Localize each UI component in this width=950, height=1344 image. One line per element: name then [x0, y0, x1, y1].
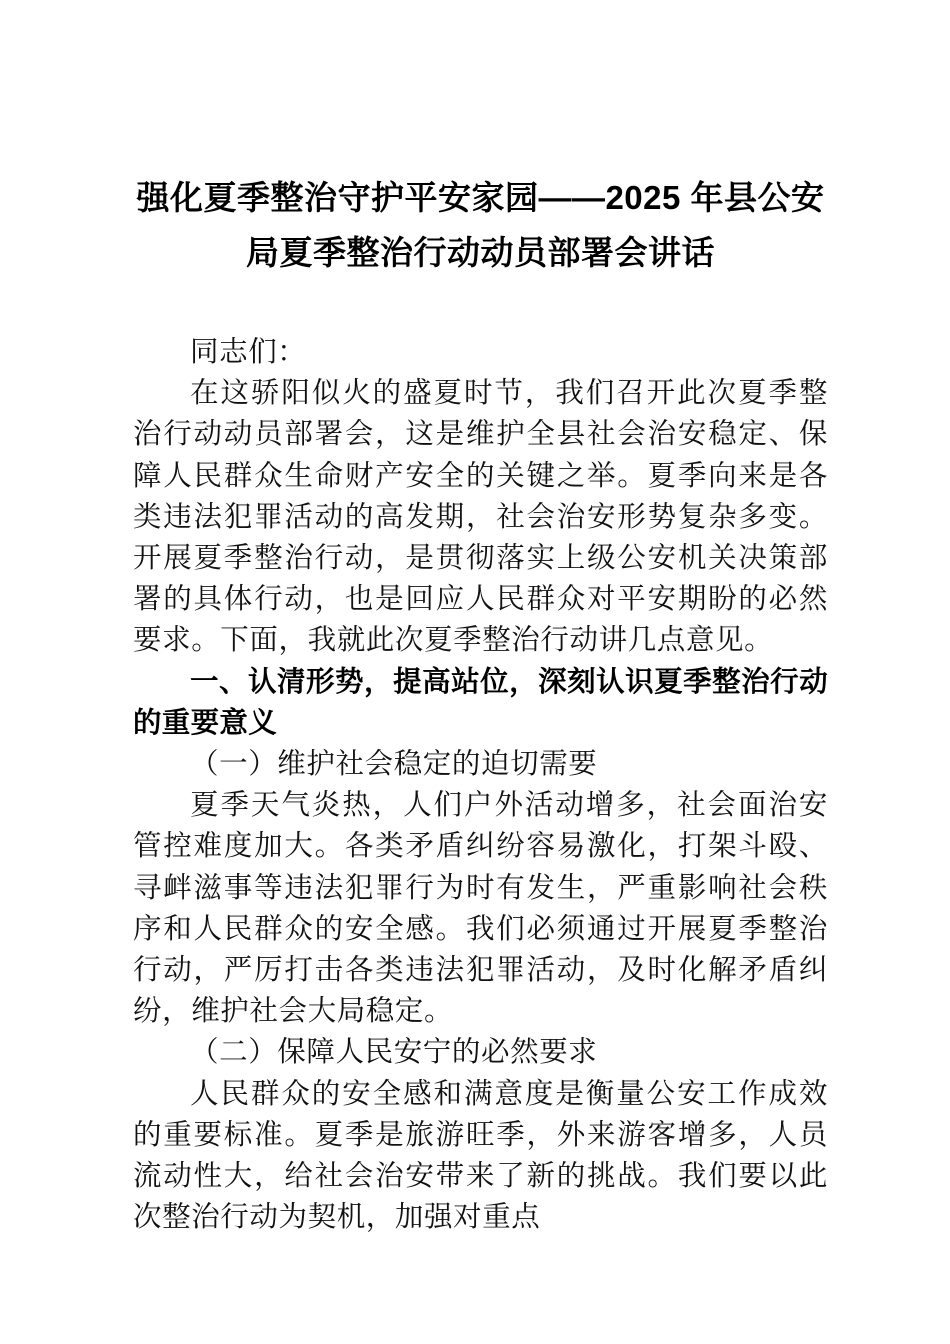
page-title: 强化夏季整治守护平安家园——2025 年县公安局夏季整治行动动员部署会讲话 — [136, 179, 825, 271]
salutation: 同志们： — [190, 337, 307, 368]
subsection-heading-1-2: （二）保障人民安宁的必然要求 — [190, 1037, 598, 1069]
subsection-body-1-1: 夏季天气炎热，人们户外活动增多，社会面治安管控难度加大。各类矛盾纠纷容易激化，打架斗殴、寻衅滋事等违法犯罪行为时有发生，严重影响社会秩序和人民群众的安全感。我们必须通过开展夏季整治行动，严厉打击各类违法犯罪活动，及时化解矛盾纠纷，维护社会大局稳定。 — [133, 790, 828, 1028]
section-heading-1: 一、认清形势，提高站位，深刻认识夏季整治行动的重要意义 — [133, 665, 828, 739]
subsection-body-1-2: 人民群众的安全感和满意度是衡量公安工作成效的重要标准。夏季是旅游旺季，外来游客增多，人员流动性大，给社会治安带来了新的挑战。我们要以此次整治行动为契机，加强对重点 — [133, 1078, 828, 1234]
subsection-heading-1-1: （一）维护社会稳定的迫切需要 — [190, 749, 598, 781]
opening-paragraph: 在这骄阳似火的盛夏时节，我们召开此次夏季整治行动动员部署会，这是维护全县社会治安稳定、保障人民群众生命财产安全的关键之举。夏季向来是各类违法犯罪活动的高发期，社会治安形势复杂多变。开展夏季整治行动，是贯彻落实上级公安机关决策部署的具体行动，也是回应人民群众对平安期盼的必然要求。下面，我就此次夏季整治行动讲几点意见。 — [133, 378, 828, 657]
document-body — [133, 332, 828, 1238]
